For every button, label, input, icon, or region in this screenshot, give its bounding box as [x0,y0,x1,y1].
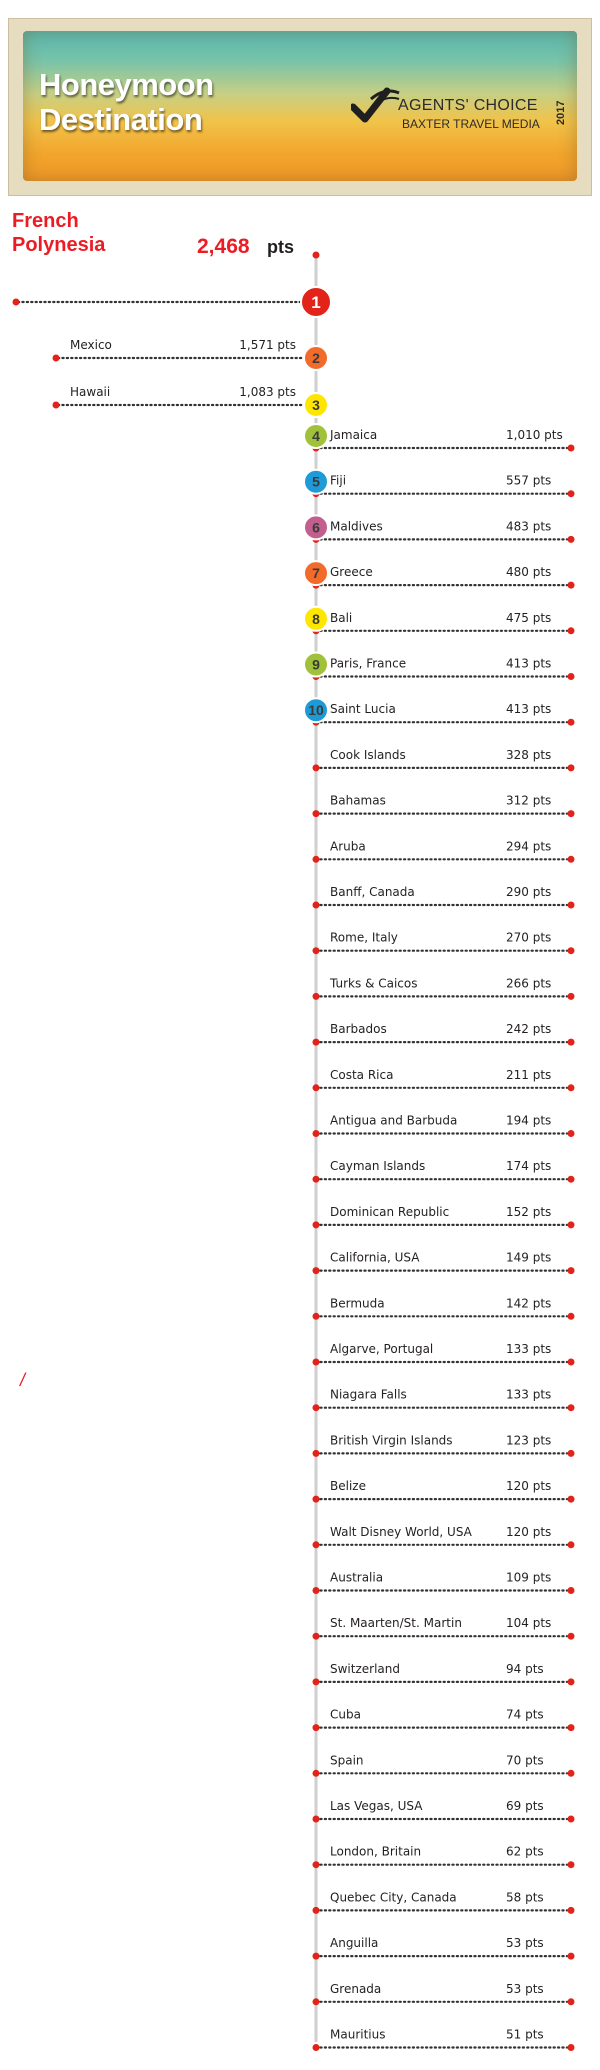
row-29-value: 109 pts [506,1570,552,1585]
row-3-end-dot [53,402,60,409]
rank-number-5: 5 [312,473,320,490]
row-19-end-dot [568,1130,575,1137]
row-15-label: Rome, Italy [330,930,398,945]
rank-number-6: 6 [312,519,320,536]
row-15-end-dot [568,947,575,954]
row-26-value: 123 pts [506,1433,552,1448]
row-37-start-dot [313,1953,320,1960]
row-18-label: Costa Rica [330,1067,394,1082]
row-25-start-dot [313,1404,320,1411]
row-33-label: Spain [330,1753,364,1768]
row-23-value: 142 pts [506,1296,552,1311]
row-16-label: Turks & Caicos [330,976,418,991]
row-10-end-dot [568,719,575,726]
row-4-end-dot [568,445,575,452]
row-28-label: Walt Disney World, USA [330,1524,472,1539]
row-30-end-dot [568,1633,575,1640]
row-26-start-dot [313,1450,320,1457]
row-18-start-dot [313,1084,320,1091]
winner-name: French Polynesia [12,210,106,256]
winner-unit: pts [267,237,294,257]
row-32-value: 74 pts [506,1707,544,1722]
row-38-label: Grenada [330,1981,382,1996]
row-37-end-dot [568,1953,575,1960]
row-13-end-dot [568,856,575,863]
row-8-label: Bali [330,610,353,625]
rank-number-4: 4 [312,428,320,445]
slash-mark: / [20,1370,26,1390]
row-1-end-dot [13,299,20,306]
rank-number-7: 7 [312,565,320,582]
row-10-value: 413 pts [506,702,552,717]
row-13-label: Aruba [330,839,366,854]
row-21-label: Dominican Republic [330,1204,450,1219]
row-17-value: 242 pts [506,1022,552,1037]
row-28-start-dot [313,1541,320,1548]
row-25-end-dot [568,1404,575,1411]
row-25-value: 133 pts [506,1387,552,1402]
rank-number-9: 9 [312,656,320,673]
row-22-label: California, USA [330,1250,420,1265]
row-11-end-dot [568,764,575,771]
row-32-label: Cuba [330,1707,361,1722]
row-38-start-dot [313,1998,320,2005]
row-34-label: Las Vegas, USA [330,1799,423,1813]
rank-number-3: 3 [312,397,320,414]
row-24-label: Algarve, Portugal [330,1342,434,1356]
row-39-start-dot [313,2044,320,2051]
row-35-start-dot [313,1861,320,1868]
row-18-value: 211 pts [506,1067,552,1082]
row-10-label: Saint Lucia [330,702,396,717]
row-39-value: 51 pts [506,2027,544,2042]
row-5-value: 557 pts [506,473,552,488]
row-33-value: 70 pts [506,1753,544,1768]
row-11-start-dot [313,764,320,771]
row-9-end-dot [568,673,575,680]
row-27-label: Belize [330,1479,366,1494]
row-27-value: 120 pts [506,1479,552,1494]
row-7-end-dot [568,582,575,589]
row-23-start-dot [313,1313,320,1320]
row-26-end-dot [568,1450,575,1457]
row-23-label: Bermuda [330,1296,385,1311]
award-year: 2017 [555,100,567,125]
row-2-value: 1,571 pts [239,338,296,352]
row-2-end-dot [53,355,60,362]
spine-top-dot [313,252,320,259]
row-14-label: Banff, Canada [330,885,415,899]
row-14-start-dot [313,902,320,909]
row-11-label: Cook Islands [330,747,406,762]
row-17-end-dot [568,1039,575,1046]
row-3-value: 1,083 pts [239,385,296,399]
title-line-1: Honeymoon [39,67,214,102]
row-27-end-dot [568,1496,575,1503]
row-20-start-dot [313,1176,320,1183]
row-31-value: 94 pts [506,1661,544,1676]
row-33-end-dot [568,1770,575,1777]
row-34-start-dot [313,1816,320,1823]
row-18-end-dot [568,1084,575,1091]
row-11-value: 328 pts [506,747,552,762]
row-5-end-dot [568,490,575,497]
row-7-value: 480 pts [506,565,552,580]
row-32-end-dot [568,1724,575,1731]
row-21-end-dot [568,1221,575,1228]
row-15-value: 270 pts [506,930,552,945]
row-16-start-dot [313,993,320,1000]
rank-number-1: 1 [311,293,321,313]
row-27-start-dot [313,1496,320,1503]
row-3-label: Hawaii [70,385,111,399]
row-37-label: Anguilla [330,1936,379,1951]
title-line-2: Destination [39,102,203,137]
row-29-end-dot [568,1587,575,1594]
row-28-value: 120 pts [506,1524,552,1539]
row-34-end-dot [568,1816,575,1823]
rank-number-10: 10 [308,702,324,719]
row-20-end-dot [568,1176,575,1183]
row-30-label: St. Maarten/St. Martin [330,1616,462,1631]
row-14-end-dot [568,902,575,909]
row-39-label: Mauritius [330,2027,386,2042]
row-16-end-dot [568,993,575,1000]
row-4-label: Jamaica [330,428,378,442]
award-name: AGENTS' CHOICE [398,97,538,114]
row-16-value: 266 pts [506,976,552,991]
row-25-label: Niagara Falls [330,1387,407,1402]
row-28-end-dot [568,1541,575,1548]
row-24-end-dot [568,1359,575,1366]
row-24-value: 133 pts [506,1342,552,1356]
row-4-value: 1,010 pts [506,428,563,442]
row-30-start-dot [313,1633,320,1640]
row-19-value: 194 pts [506,1113,552,1128]
row-17-label: Barbados [330,1022,387,1037]
row-39-end-dot [568,2044,575,2051]
row-36-end-dot [568,1907,575,1914]
row-38-end-dot [568,1998,575,2005]
row-19-start-dot [313,1130,320,1137]
row-36-value: 58 pts [506,1890,544,1905]
row-15-start-dot [313,947,320,954]
row-37-value: 53 pts [506,1936,544,1951]
row-29-start-dot [313,1587,320,1594]
row-12-end-dot [568,810,575,817]
row-6-label: Maldives [330,519,383,534]
row-7-label: Greece [330,565,373,580]
row-35-value: 62 pts [506,1844,544,1859]
row-26-label: British Virgin Islands [330,1433,453,1448]
row-8-end-dot [568,627,575,634]
row-20-value: 174 pts [506,1159,552,1174]
row-20-label: Cayman Islands [330,1159,426,1174]
row-24-start-dot [313,1359,320,1366]
row-23-end-dot [568,1313,575,1320]
row-22-start-dot [313,1267,320,1274]
award-subtitle: BAXTER TRAVEL MEDIA [402,117,540,131]
row-22-end-dot [568,1267,575,1274]
row-34-value: 69 pts [506,1799,544,1813]
row-21-value: 152 pts [506,1204,552,1219]
row-36-label: Quebec City, Canada [330,1890,457,1905]
row-31-start-dot [313,1678,320,1685]
row-14-value: 290 pts [506,885,552,899]
row-22-value: 149 pts [506,1250,552,1265]
rank-number-8: 8 [312,610,320,627]
row-32-start-dot [313,1724,320,1731]
rank-number-2: 2 [312,350,320,367]
row-35-label: London, Britain [330,1844,422,1859]
row-13-start-dot [313,856,320,863]
row-8-value: 475 pts [506,610,552,625]
row-33-start-dot [313,1770,320,1777]
row-13-value: 294 pts [506,839,552,854]
row-21-start-dot [313,1221,320,1228]
row-29-label: Australia [330,1570,384,1585]
row-12-value: 312 pts [506,793,552,808]
row-38-value: 53 pts [506,1981,544,1996]
row-5-label: Fiji [330,473,347,488]
row-9-value: 413 pts [506,656,552,671]
row-12-label: Bahamas [330,793,386,808]
row-31-end-dot [568,1678,575,1685]
row-6-end-dot [568,536,575,543]
row-9-label: Paris, France [330,656,407,671]
winner-value: 2,468 [197,235,250,258]
row-12-start-dot [313,810,320,817]
row-30-value: 104 pts [506,1616,552,1631]
row-19-label: Antigua and Barbuda [330,1113,458,1128]
row-2-label: Mexico [70,338,112,352]
row-17-start-dot [313,1039,320,1046]
row-36-start-dot [313,1907,320,1914]
row-6-value: 483 pts [506,519,552,534]
row-31-label: Switzerland [330,1661,400,1676]
row-35-end-dot [568,1861,575,1868]
